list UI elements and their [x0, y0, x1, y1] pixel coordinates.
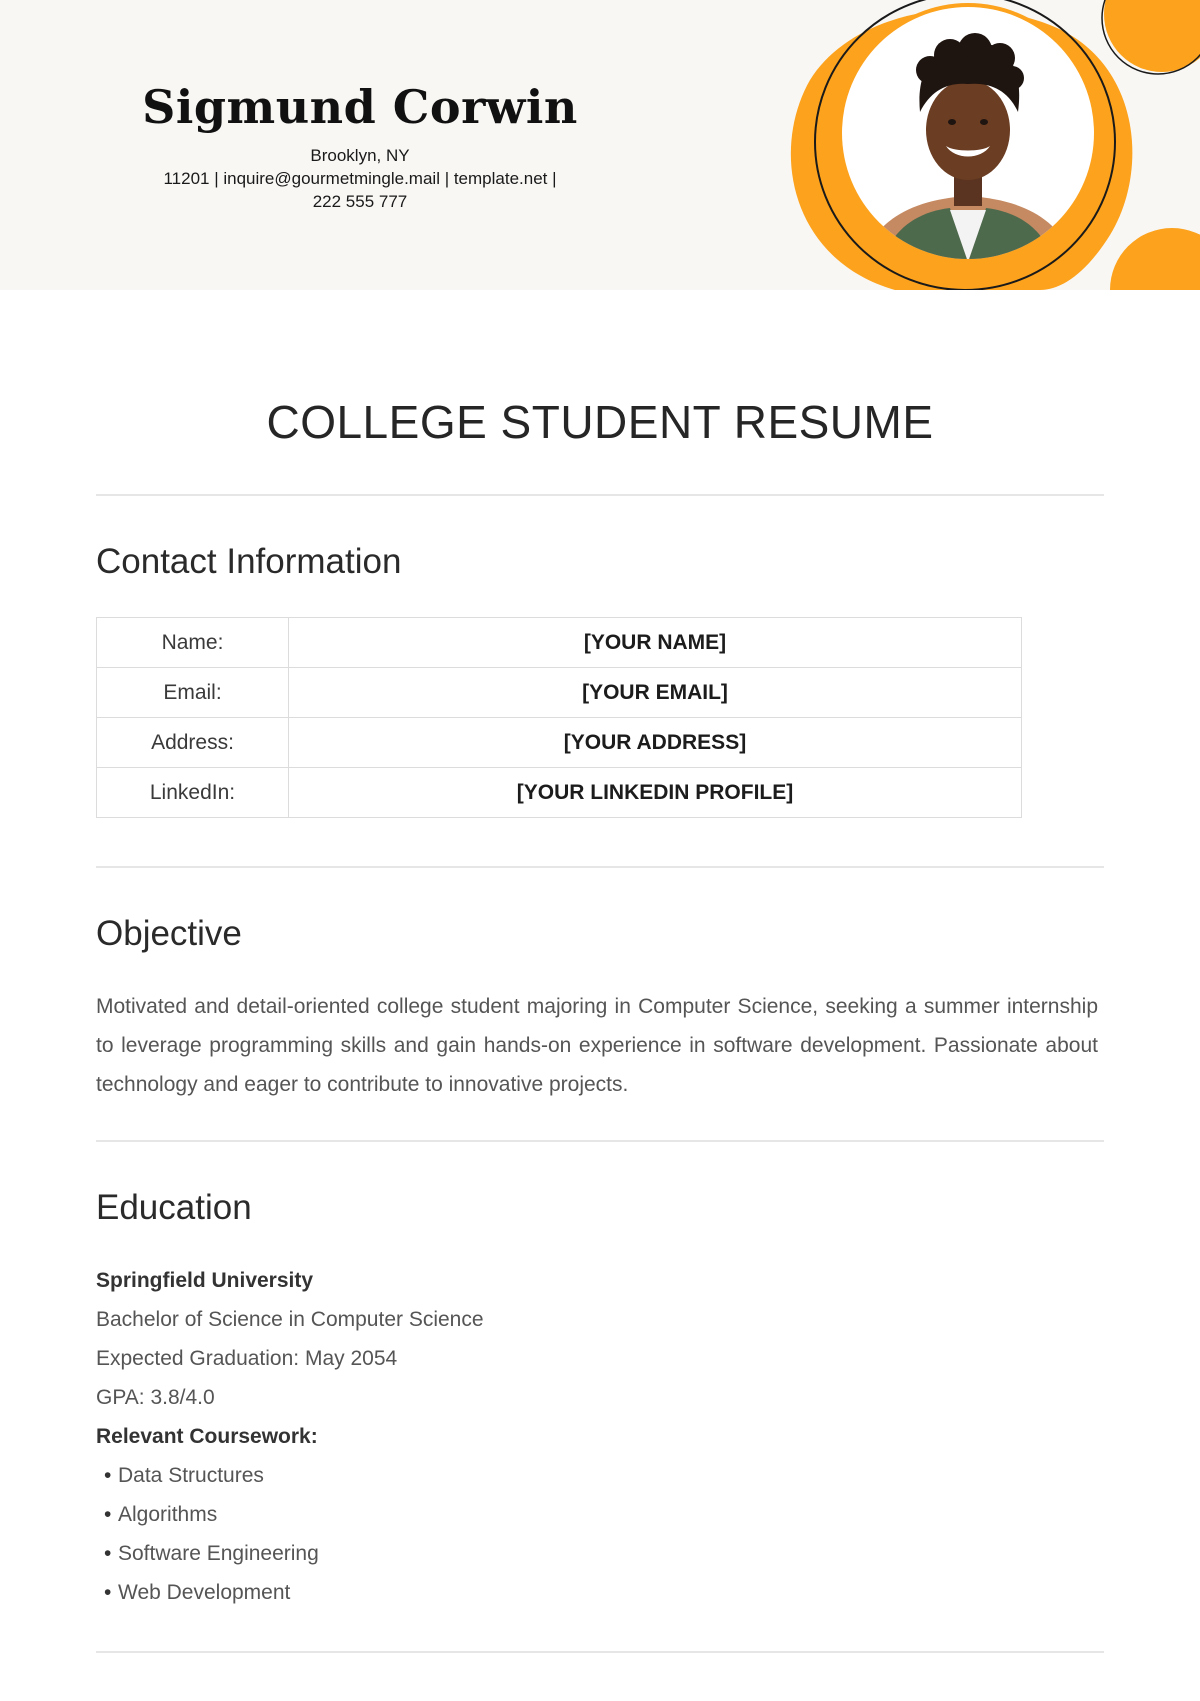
resume-header	[0, 0, 1200, 290]
table-row	[97, 718, 1022, 768]
contact-value: [YOUR NAME]	[289, 618, 1022, 668]
section-divider	[96, 494, 1104, 496]
coursework-label: Relevant Coursework:	[96, 1425, 318, 1448]
table-row	[97, 668, 1022, 718]
header-contact-line: 222 555 777	[312, 192, 408, 211]
header-contact-line: Brooklyn, NY	[310, 146, 410, 165]
candidate-name: Sigmund Corwin	[142, 80, 578, 134]
contact-label: Address:	[97, 718, 289, 768]
contact-label: Name:	[97, 618, 289, 668]
table-row	[97, 768, 1022, 818]
document-title: COLLEGE STUDENT RESUME	[266, 396, 934, 448]
orange-corner-circle	[1110, 228, 1200, 290]
contact-section-title: Contact Information	[96, 542, 402, 581]
graduation-date: Expected Graduation: May 2054	[96, 1347, 398, 1370]
table-row	[97, 618, 1022, 668]
objective-section-title: Objective	[96, 914, 242, 953]
contact-value: [YOUR LINKEDIN PROFILE]	[289, 768, 1022, 818]
list-item: • Software Engineering	[96, 1534, 896, 1573]
contact-value: [YOUR ADDRESS]	[289, 718, 1022, 768]
orange-corner-circle	[1104, 0, 1200, 72]
list-item: • Web Development	[96, 1573, 896, 1612]
header-decoration	[0, 0, 1200, 290]
contact-value: [YOUR EMAIL]	[289, 668, 1022, 718]
education-details	[96, 1261, 896, 1612]
section-divider	[96, 1140, 1104, 1142]
school-name: Springfield University	[96, 1269, 314, 1292]
section-divider	[96, 866, 1104, 868]
contact-table	[96, 617, 1022, 818]
contact-label: LinkedIn:	[97, 768, 289, 818]
coursework-list	[96, 1456, 896, 1612]
degree: Bachelor of Science in Computer Science	[96, 1308, 484, 1331]
objective-text: Motivated and detail-oriented college student majoring in Computer Science, seeking a summer internship to leverage programming skills and gain hands-on experience in software development. Passionate about technology and eager to contribute to innovative projects.	[96, 995, 1098, 1096]
list-item: • Algorithms	[96, 1495, 896, 1534]
section-divider	[96, 1651, 1104, 1653]
header-contact-line: 11201 | inquire@gourmetmingle.mail | template.net |	[163, 169, 557, 188]
list-item: • Data Structures	[96, 1456, 896, 1495]
education-section-title: Education	[96, 1188, 252, 1227]
gpa: GPA: 3.8/4.0	[96, 1386, 215, 1409]
contact-label: Email:	[97, 668, 289, 718]
